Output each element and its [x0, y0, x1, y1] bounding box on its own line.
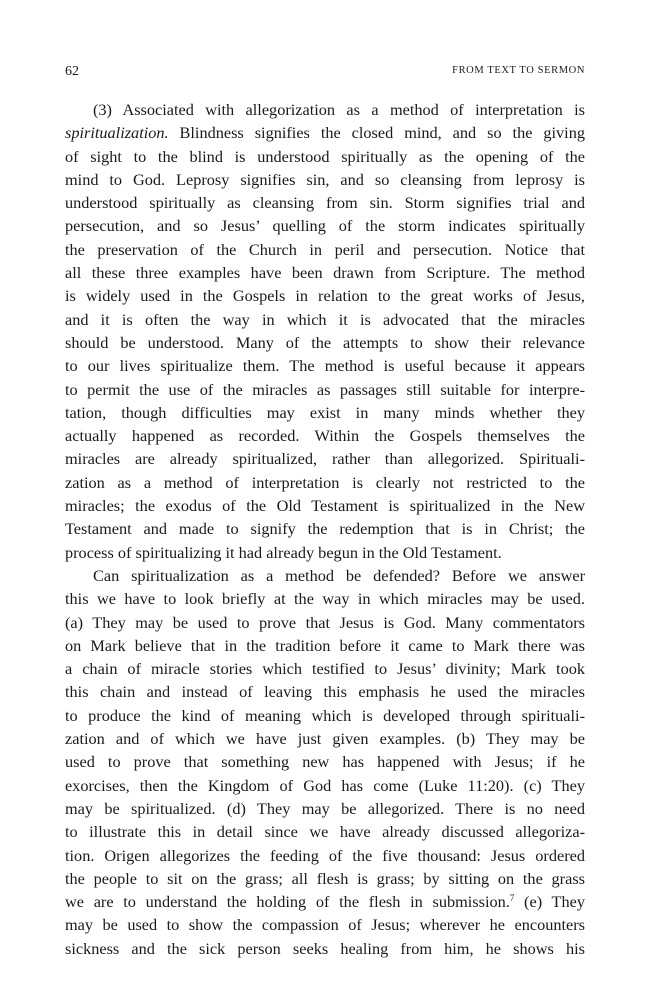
text-line: (3) Associated with allegorization as a method of interpretation is	[93, 100, 585, 119]
text-line: Can spiritualization as a method be defended? Before we answer	[93, 565, 585, 585]
text-line: Testament and made to signify the redemption that is in Christ; the	[65, 519, 585, 539]
text-line: sickness and the sick person seeks healing from him, he shows his	[65, 938, 585, 958]
text-line: tion. Origen allegorizes the feeding of the five thousand: Jesus ordered	[65, 845, 585, 865]
text-line: actually happened as recorded. Within the Gospels themselves the	[65, 426, 585, 446]
text-line: tation, though difficulties may exist in many minds whether they	[65, 402, 585, 422]
text-line: to permit the use of the miracles as passages still suitable for interpre-	[65, 379, 585, 399]
paragraph	[65, 98, 585, 564]
italic-term: spiritualization.	[65, 123, 169, 143]
text-line: is widely used in the Gospels in relation to the great works of Jesus,	[65, 286, 585, 306]
text-line: zation as a method of interpretation is clearly not restricted to the	[65, 472, 585, 492]
text-line: and it is often the way in which it is advocated that the miracles	[65, 309, 585, 329]
page-header	[65, 64, 585, 84]
text-line: understood spiritually as cleansing from sin. Storm signifies trial and	[65, 193, 585, 213]
text-line: miracles; the exodus of the Old Testament is spiritualized in the New	[65, 496, 585, 516]
text-segment: Blindness signifies the closed mind, and so the giving	[168, 123, 585, 143]
text-line: this we have to look briefly at the way in which miracles may be used.	[65, 589, 585, 609]
text-line: used to prove that something new has happened with Jesus; if he	[65, 752, 585, 772]
text-line: exorcises, then the Kingdom of God has come (Luke 11:20). (c) They	[65, 775, 585, 795]
text-line: the preservation of the Church in peril and persecution. Notice that	[65, 239, 585, 259]
text-line: to produce the kind of meaning which is developed through spirituali-	[65, 705, 585, 725]
paragraph	[65, 564, 585, 960]
text-line: persecution, and so Jesus’ quelling of the storm indicates spiritually	[65, 216, 585, 236]
text-line: zation and of which we have just given examples. (b) They may be	[65, 729, 585, 749]
running-head: FROM TEXT TO SERMON	[452, 65, 585, 76]
text-line: to our lives spiritualize them. The method is useful because it appears	[65, 356, 585, 376]
text-segment: (e) They	[514, 892, 585, 912]
text-segment: we are to understand the holding of the flesh in submission.	[65, 892, 510, 912]
text-line: a chain of miracle stories which testified to Jesus’ divinity; Mark took	[65, 659, 585, 679]
text-line: all these three examples have been drawn from Scripture. The method	[65, 263, 585, 283]
footnote-marker: 7	[509, 893, 515, 904]
text-line: mind to God. Leprosy signifies sin, and so cleansing from leprosy is	[65, 169, 585, 189]
text-line: should be understood. Many of the attempts to show their relevance	[65, 332, 585, 352]
body-text	[65, 98, 585, 960]
page-number: 62	[65, 64, 79, 79]
text-line: on Mark believe that in the tradition before it came to Mark there was	[65, 635, 585, 655]
text-line: this chain and instead of leaving this emphasis he used the miracles	[65, 682, 585, 702]
text-line: may be used to show the compassion of Jesus; wherever he encounters	[65, 915, 585, 935]
text-line	[65, 890, 585, 913]
text-line	[65, 121, 585, 144]
text-line: process of spiritualizing it had already begun in the Old Testament.	[65, 542, 502, 562]
text-line: the people to sit on the grass; all flesh is grass; by sitting on the grass	[65, 868, 585, 888]
text-line: (a) They may be used to prove that Jesus is God. Many commentators	[65, 612, 585, 632]
text-line: of sight to the blind is understood spiritually as the opening of the	[65, 146, 585, 166]
text-line: may be spiritualized. (d) They may be allegorized. There is no need	[65, 798, 585, 818]
text-line: to illustrate this in detail since we have already discussed allegoriza-	[65, 822, 585, 842]
text-line: miracles are already spiritualized, rather than allegorized. Spirituali-	[65, 449, 585, 469]
